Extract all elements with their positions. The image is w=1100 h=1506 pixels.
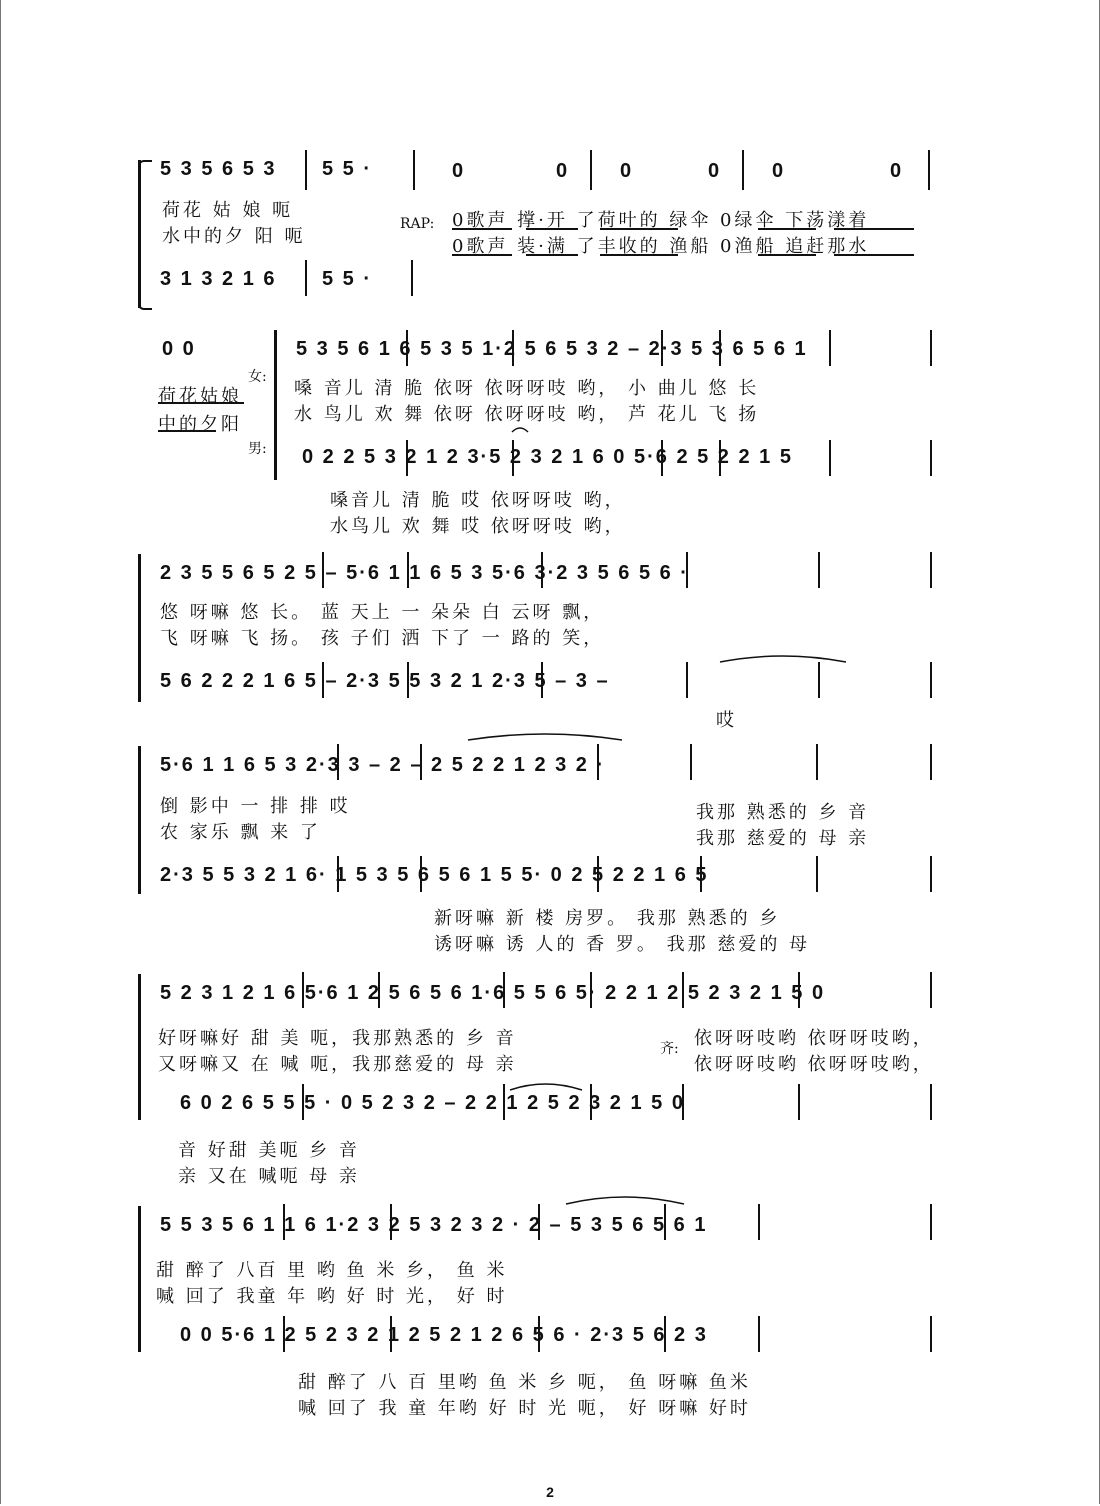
notation-row: 0 2 2 5 3 2 1 2 3·5 2 3 2 1 6 0 5·6 2 5 2 2 1 5: [302, 446, 793, 468]
slur: [510, 1084, 582, 1090]
notation-row: 5 5 3 5 6 1 1 6 1·2 3 2 5 3 2 3 2 · 2 – 5 3 5 6 5 6 1: [160, 1214, 708, 1236]
lyric-line: 甜 醉了 八 百 里哟 鱼 米 乡 呃， 鱼 呀嘛 鱼米: [298, 1372, 751, 1393]
lyric-line: 新呀嘛 新 楼 房罗。 我那 熟悉的 乡: [434, 908, 781, 929]
lyric-line: 0歌声 装·满 了丰收的 渔船 0渔船 追赶那水: [452, 236, 870, 257]
notation-row: 3 1 3 2 1 6: [160, 268, 277, 290]
lyric-line: 我那 慈爱的 母 亲: [696, 828, 870, 849]
lyric-line: 飞 呀嘛 飞 扬。 孩 子们 洒 下了 一 路的 笑，: [160, 628, 605, 649]
slur: [468, 734, 622, 740]
slur: [566, 1197, 684, 1204]
voice-marker: 男:: [248, 441, 267, 457]
lyric-line: 嗓 音儿 清 脆 依呀 依呀呀吱 哟， 小 曲儿 悠 长: [294, 378, 760, 399]
lyric-line: 喊 回了 我 童 年哟 好 时 光 呃， 好 呀嘛 好时: [298, 1398, 751, 1419]
lyric-line: 亲 又在 喊呃 母 亲: [178, 1166, 360, 1187]
lyric-line: 荷花姑娘: [158, 386, 242, 407]
notation-row: 5 3 5 6 1 6 5 3 5 1·2 5 6 5 3 2 – 2·3 5 3 6 5 6 1: [296, 338, 808, 360]
notation-row: 5 5 ·: [322, 268, 373, 290]
notation-row: 6 0 2 6 5 5 5 · 0 5 2 3 2 – 2 2 1 2 5 2 3 2 1 5 0: [180, 1092, 685, 1114]
lyric-line: 水 鸟儿 欢 舞 依呀 依呀呀吱 哟， 芦 花儿 飞 扬: [294, 404, 760, 425]
lyric-line: 嗓音儿 清 脆 哎 依呀呀吱 哟，: [330, 490, 626, 511]
voice-marker: RAP:: [400, 216, 435, 232]
notation-row: 0 0: [162, 338, 196, 360]
notation-row: 0: [556, 160, 570, 182]
lyric-line: 又呀嘛又 在 喊 呃，我那慈爱的 母 亲: [158, 1054, 517, 1075]
notation-row: 5 5 ·: [322, 158, 373, 180]
notation-row: 2·3 5 5 3 2 1 6· 1 5 3 5 6 5 6 1 5 5· 0 2 5 2 2 1 6 5: [160, 864, 709, 886]
notation-row: 0: [708, 160, 722, 182]
notation-row: 5 3 5 6 5 3: [160, 158, 277, 180]
notation-row: 0: [452, 160, 466, 182]
lyric-line: 水鸟儿 欢 舞 哎 依呀呀吱 哟，: [330, 516, 626, 537]
notation-row: 5·6 1 1 6 5 3 2·3 3 – 2 – 2 5 2 2 1 2 3 2 ·: [160, 754, 606, 776]
notation-row: 5 2 3 1 2 1 6 5·6 1 2 5 6 5 6 1·6 5 5 6 5· 2 2 1 2 5 2 3 2 1 5 0: [160, 982, 826, 1004]
page-number: 2: [546, 1484, 554, 1500]
slur: [720, 656, 846, 662]
notation-row: 0 0 5·6 1 2 5 2 3 2 1 2 5 2 1 2 6 5 6 · 2·3 5 6 2 3: [180, 1324, 708, 1346]
notation-row: 2 3 5 5 6 5 2 5 – 5·6 1 1 6 5 3 5·6 3·2 3 5 6 5 6 ·: [160, 562, 689, 584]
lyric-line: 诱呀嘛 诱 人的 香 罗。 我那 慈爱的 母: [434, 934, 811, 955]
lyric-line: 0歌声 撑·开 了荷叶的 绿伞 0绿伞 下荡漾着: [452, 210, 870, 231]
lyric-line: 音 好甜 美呃 乡 音: [178, 1140, 360, 1161]
lyric-line: 倒 影中 一 排 排 哎: [160, 796, 351, 817]
lyric-line: 甜 醉了 八百 里 哟 鱼 米 乡， 鱼 米: [156, 1260, 508, 1281]
lyric-line: 好呀嘛好 甜 美 呃，我那熟悉的 乡 音: [158, 1028, 517, 1049]
voice-marker: 齐:: [660, 1041, 679, 1057]
lyric-line: 农 家乐 飘 来 了: [160, 822, 321, 843]
lyric-line: 哎: [716, 710, 737, 731]
notation-row: 5 6 2 2 2 1 6 5 – 2·3 5 5 3 2 1 2·3 5 – 3 –: [160, 670, 610, 692]
lyric-line: 水中的夕 阳 呃: [162, 226, 306, 247]
lyric-line: 悠 呀嘛 悠 长。 蓝 天上 一 朵朵 白 云呀 飘，: [160, 602, 605, 623]
lyric-line: 依呀呀吱哟 依呀呀吱哟，: [694, 1028, 934, 1049]
lyric-line: 依呀呀吱哟 依呀呀吱哟，: [694, 1054, 934, 1075]
lyric-line: 中的夕阳: [158, 414, 242, 435]
notation-row: 0: [772, 160, 786, 182]
notation-row: 0: [620, 160, 634, 182]
lyric-line: 我那 熟悉的 乡 音: [696, 802, 870, 823]
notation-row: 0: [890, 160, 904, 182]
lyric-line: 荷花 姑 娘 呃: [162, 200, 294, 221]
slur: [512, 428, 528, 432]
voice-marker: 女:: [248, 369, 267, 385]
lyric-line: 喊 回了 我童 年 哟 好 时 光， 好 时: [156, 1286, 508, 1307]
